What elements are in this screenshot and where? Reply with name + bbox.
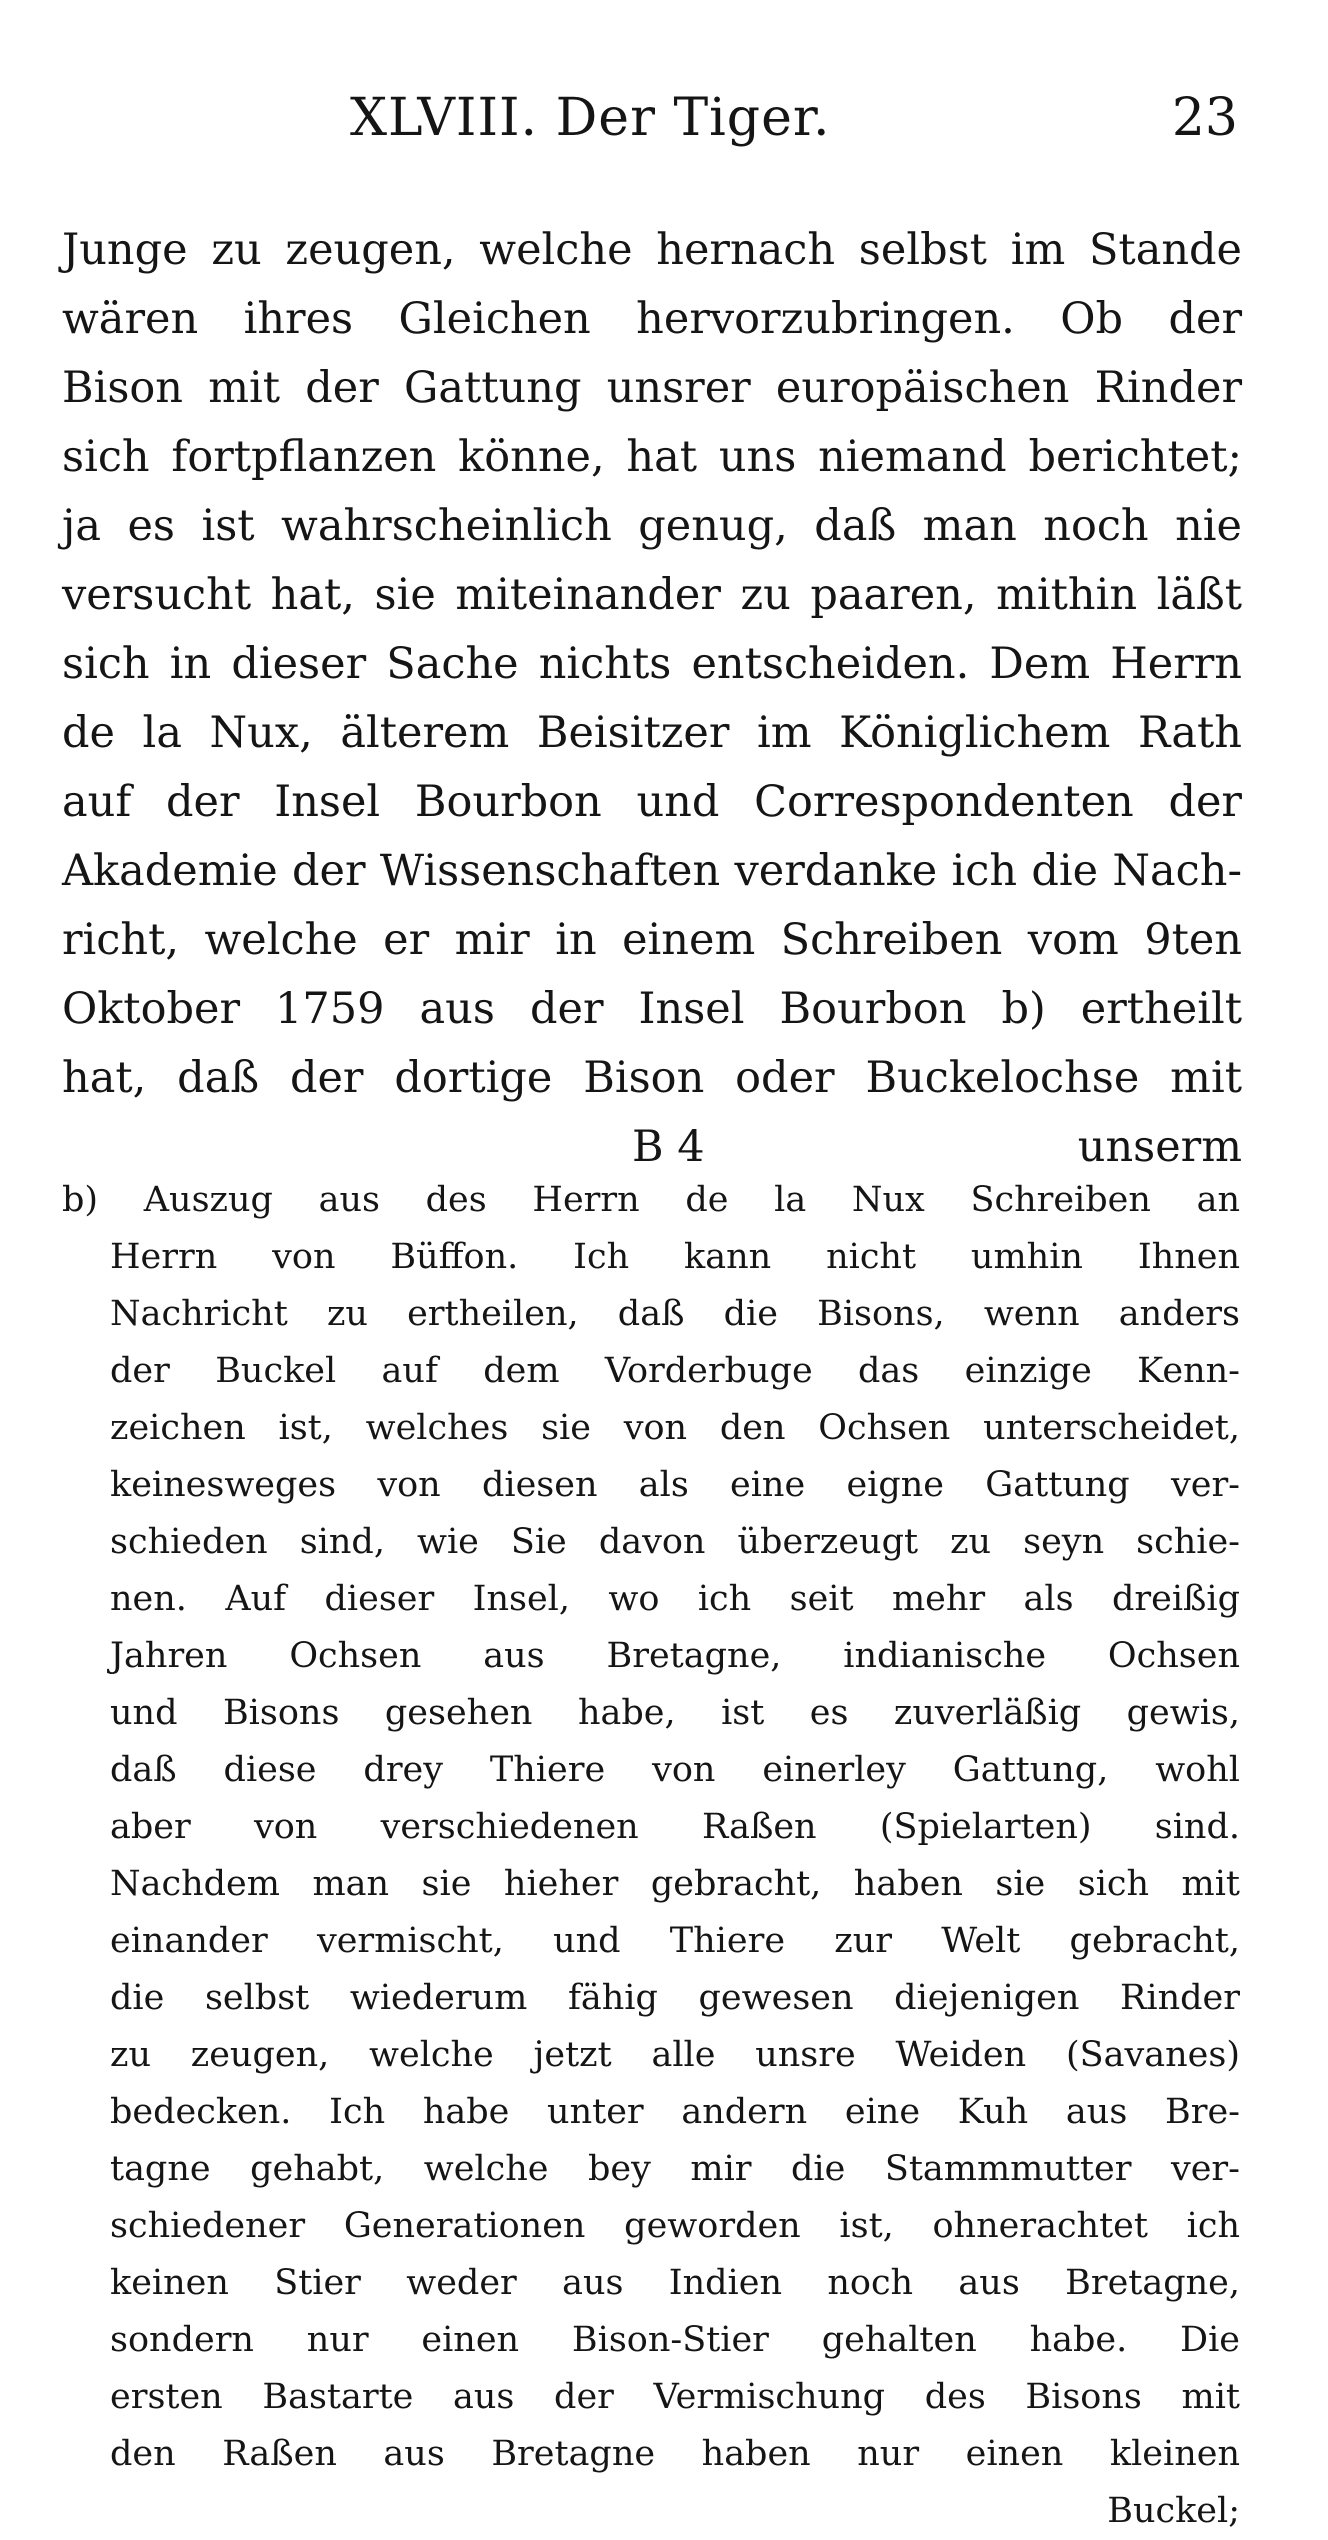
footnote-line: tagne gehabt, welche bey mir die Stammmutter ver-	[110, 2149, 1240, 2189]
main-text-line: Junge zu zeugen, welche hernach selbst im Stande	[62, 225, 1242, 275]
main-text-line: versucht hat, sie miteinander zu paaren, mithin läßt	[62, 570, 1242, 620]
footnote-line: Jahren Ochsen aus Bretagne, indianische Ochsen	[110, 1636, 1240, 1676]
main-text-line: de la Nux, älterem Beisitzer im Königlichem Rath	[62, 708, 1242, 758]
footnote-line: zu zeugen, welche jetzt alle unsre Weiden (Savanes)	[110, 2035, 1240, 2075]
main-text-block	[62, 216, 1242, 1182]
main-text-line: wären ihres Gleichen hervorzubringen. Ob der	[62, 294, 1242, 344]
footnote-line: schieden sind, wie Sie davon überzeugt zu seyn schie-	[110, 1522, 1240, 1562]
footnote-line: bedecken. Ich habe unter andern eine Kuh aus Bre-	[110, 2092, 1240, 2132]
main-text-line: richt, welche er mir in einem Schreiben vom 9ten	[62, 915, 1242, 965]
running-title: XLVIII. Der Tiger.	[350, 88, 831, 148]
footnote-line: Nachricht zu ertheilen, daß die Bisons, wenn anders	[110, 1294, 1240, 1334]
footnote-line: die selbst wiederum fähig gewesen diejenigen Rinder	[110, 1978, 1240, 2018]
footnote-line: zeichen ist, welches sie von den Ochsen unterscheidet,	[110, 1408, 1240, 1448]
main-text-line: auf der Insel Bourbon und Correspondenten der	[62, 777, 1242, 827]
signature-mark: B 4	[632, 1122, 705, 1172]
footnote-line: sondern nur einen Bison-Stier gehalten habe. Die	[110, 2320, 1240, 2360]
catchword: unserm	[1077, 1122, 1242, 1172]
footnote-line: schiedener Generationen geworden ist, ohnerachtet ich	[110, 2206, 1240, 2246]
footnote-line: b) Auszug aus des Herrn de la Nux Schreiben an	[62, 1180, 1240, 1220]
main-text-line: hat, daß der dortige Bison oder Buckelochse mit	[62, 1053, 1242, 1103]
footnote-line: der Buckel auf dem Vorderbuge das einzige Kenn-	[110, 1351, 1240, 1391]
footnote-line: Herrn von Büffon. Ich kann nicht umhin Ihnen	[110, 1237, 1240, 1277]
main-text-line: Akademie der Wissenschaften verdanke ich die Nach-	[62, 846, 1242, 896]
page-number: 23	[1171, 88, 1238, 148]
footnote-line: und Bisons gesehen habe, ist es zuverläßig gewis,	[110, 1693, 1240, 1733]
footnote-line: keinesweges von diesen als eine eigne Gattung ver-	[110, 1465, 1240, 1505]
page-header	[0, 88, 1328, 168]
footnote-line: einander vermischt, und Thiere zur Welt gebracht,	[110, 1921, 1240, 1961]
main-text-line: sich in dieser Sache nichts entscheiden. Dem Herrn	[62, 639, 1242, 689]
footnote-line: nen. Auf dieser Insel, wo ich seit mehr als dreißig	[110, 1579, 1240, 1619]
main-text-line: sich fortpflanzen könne, hat uns niemand berichtet;	[62, 432, 1242, 482]
main-text-line: Oktober 1759 aus der Insel Bourbon b) ertheilt	[62, 984, 1242, 1034]
footnote-line: daß diese drey Thiere von einerley Gattung, wohl	[110, 1750, 1240, 1790]
main-text-line: Bison mit der Gattung unsrer europäischen Rinder	[62, 363, 1242, 413]
footnote-line: ersten Bastarte aus der Vermischung des Bisons mit	[110, 2377, 1240, 2417]
footnote-line: aber von verschiedenen Raßen (Spielarten) sind.	[110, 1807, 1240, 1847]
footnote-block	[62, 1172, 1240, 2540]
footnote-line: den Raßen aus Bretagne haben nur einen kleinen	[110, 2434, 1240, 2474]
footnote-line: Buckel;	[1107, 2491, 1240, 2531]
footnote-line: Nachdem man sie hieher gebracht, haben sie sich mit	[110, 1864, 1240, 1904]
footnote-line: keinen Stier weder aus Indien noch aus Bretagne,	[110, 2263, 1240, 2303]
main-text-line: ja es ist wahrscheinlich genug, daß man noch nie	[62, 501, 1242, 551]
